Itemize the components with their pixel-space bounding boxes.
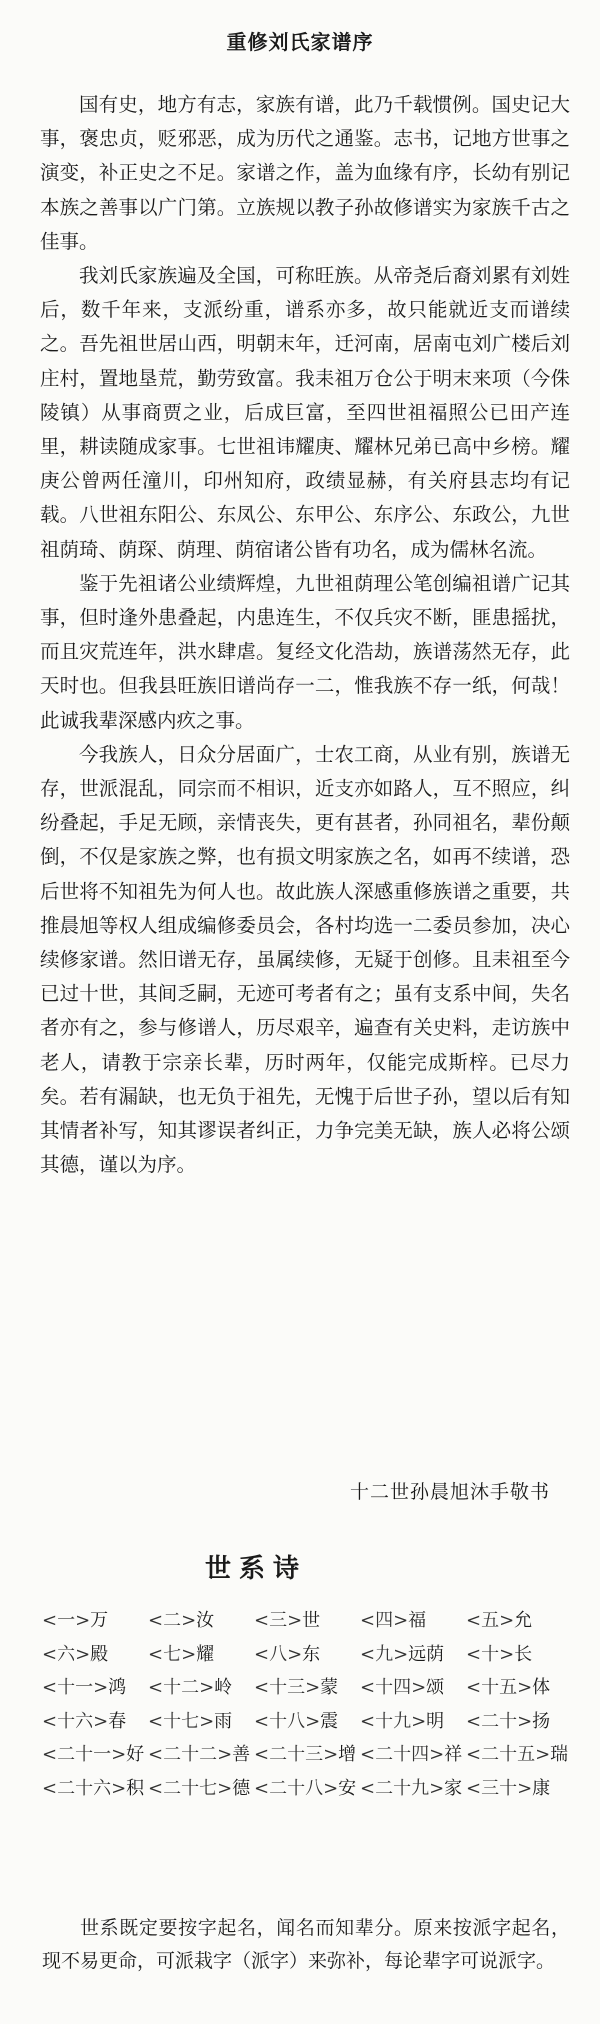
generation-number: <三十> (466, 1777, 533, 1799)
generation-entry (254, 1741, 360, 1768)
generation-entry (254, 1775, 360, 1802)
generation-number: <十九> (360, 1710, 427, 1732)
generation-character: 雨 (214, 1710, 233, 1732)
generation-number: <九> (360, 1643, 409, 1665)
generation-character: 殿 (90, 1643, 109, 1665)
generation-entry (360, 1607, 466, 1634)
generation-number: <十> (466, 1643, 515, 1665)
generation-number: <十七> (148, 1710, 215, 1732)
generation-number: <二> (148, 1610, 197, 1631)
generation-entry (254, 1641, 360, 1668)
generation-character: 体 (532, 1677, 551, 1699)
generation-character: 万 (90, 1610, 109, 1631)
generation-character: 汝 (196, 1610, 215, 1631)
preface-paragraph-1: 国有史，地方有志，家族有谱，此乃千载惯例。国史记大事，褒忠贞，贬邪恶，成为历代之通鉴。志书，记地方世事之演变，补正史之不足。家谱之作，盖为血缘有序，长幼有别记本族之善事以广门第。立族规以教子孙故修谱实为家族千古之佳事。 (40, 93, 570, 253)
generation-entry (42, 1708, 148, 1735)
generation-number: <一> (42, 1610, 91, 1631)
generation-character: 远荫 (408, 1643, 445, 1665)
generation-number: <二十二> (148, 1744, 233, 1766)
generation-character: 祥 (444, 1744, 463, 1766)
generation-entry (360, 1775, 466, 1802)
generation-entry (254, 1708, 360, 1735)
generation-entry (360, 1741, 466, 1768)
generation-entry (466, 1741, 572, 1768)
generation-character: 康 (532, 1777, 551, 1799)
generation-entry (42, 1775, 148, 1802)
generation-number: <十六> (42, 1710, 109, 1732)
preface-paragraph-3: 鉴于先祖诸公业绩辉煌，九世祖荫理公笔创编祖谱广记其事，但时逢外患叠起，内患连生，不仅兵灾不断，匪患摇扰，而且灾荒连年，洪水肆虐。复经文化浩劫，族谱荡然无存，此天时也。但我县旺族旧谱尚存一二，惟我族不存一纸，何哉！此诚我辈深感内疚之事。 (40, 571, 570, 732)
generation-character: 安 (338, 1777, 357, 1799)
generation-entry (360, 1674, 466, 1701)
generation-number: <二十九> (360, 1777, 445, 1799)
generation-entry (42, 1641, 148, 1668)
generation-entry (148, 1708, 254, 1735)
generation-number: <二十一> (42, 1744, 127, 1766)
generation-character: 耀 (196, 1643, 215, 1665)
poem-title: 世系诗 (205, 1554, 308, 1584)
generation-entry (148, 1775, 254, 1802)
generation-entry (148, 1641, 254, 1668)
generation-entry (148, 1674, 254, 1701)
generation-number: <二十五> (466, 1744, 551, 1766)
generation-entry (148, 1607, 254, 1634)
generation-entry (360, 1708, 466, 1735)
preface-signature: 十二世孙晨旭沐手敬书 (349, 1481, 550, 1503)
preface-title: 重修刘氏家谱序 (226, 30, 374, 54)
generation-entry (360, 1641, 466, 1668)
generation-character: 福 (408, 1610, 427, 1631)
generation-entry (148, 1741, 254, 1768)
generation-number: <十三> (254, 1677, 321, 1699)
generation-number: <八> (254, 1643, 303, 1665)
preface-paragraph-4: 今我族人，日众分居面广，士农工商，从业有别，族谱无存，世派混乱，同宗而不相识，近支亦如路人，互不照应，纠纷叠起，手足无顾，亲情丧失，更有甚者，孙同祖名，辈份颠倒，不仅是家族之弊，也有损文明家族之名，如再不续谱，恐后世将不知祖先为何人也。故此族人深感重修族谱之重要，共推晨旭等权人组成编修委员会，各村均选一二委员参加，决心续修家谱。然旧谱无存，虽属续修，无疑于创修。且耒祖至今已过十世，其间乏嗣，无迹可考者有之；虽有支系中间，失名者亦有之，参与修谱人，历尽艰辛，遍查有关史料，走访族中老人，请教于宗亲长辈，历时两年，仅能完成斯梓。已尽力矣。若有漏缺，也无负于祖先，无愧于后世子孙，望以后有知其情者补写，知其谬误者纠正，力争完美无缺，族人必将公颂其德，谨以为序。 (40, 742, 570, 1177)
generation-poem-grid (42, 1607, 572, 1802)
generation-number: <十二> (148, 1677, 215, 1699)
generation-entry (466, 1775, 572, 1802)
generation-character: 扬 (532, 1710, 551, 1732)
preface-paragraph-2: 我刘氏家族遍及全国，可称旺族。从帝尧后裔刘累有刘姓后，数千年来，支派纷重，谱系亦多，故只能就近支而谱续之。吾先祖世居山西，明朝末年，迁河南，居南屯刘广楼后刘庄村，置地垦荒，勤劳致富。我耒祖万仓公于明末来项（今侏陵镇）从事商贾之业，后成巨富，至四世祖福照公已田产连里，耕读随成家事。七世祖讳耀庚、耀林兄弟已高中乡榜。耀庚公曾两任潼川，印州知府，政绩显赫，有关府县志均有记载。八世祖东阳公、东凤公、东甲公、东序公、东政公，九世祖荫琦、荫琛、荫理、荫宿诸公皆有功名，成为儒林名流。 (40, 264, 570, 561)
generation-entry (254, 1607, 360, 1634)
generation-entry (42, 1741, 148, 1768)
generation-character: 瑞 (550, 1744, 569, 1766)
generation-character: 颂 (426, 1677, 445, 1699)
generation-character: 春 (108, 1710, 127, 1732)
generation-character: 好 (126, 1744, 145, 1766)
generation-character: 积 (126, 1777, 145, 1799)
generation-character: 震 (320, 1710, 339, 1732)
generation-number: <二十三> (254, 1744, 339, 1766)
generation-entry (254, 1674, 360, 1701)
generation-number: <十五> (466, 1677, 533, 1699)
generation-character: 鸿 (108, 1677, 127, 1699)
generation-character: 东 (302, 1643, 321, 1665)
generation-character: 世 (302, 1610, 321, 1631)
generation-character: 德 (232, 1777, 251, 1799)
generation-character: 明 (426, 1710, 445, 1732)
closing-paragraph: 世系既定要按字起名，闻名而知辈分。原来按派字起名，现不易更命，可派栽字（派字）来弥补，每论辈字可说派字。 (42, 1917, 570, 1972)
generation-character: 允 (514, 1610, 533, 1631)
generation-entry (466, 1674, 572, 1701)
generation-number: <二十四> (360, 1744, 445, 1766)
generation-number: <五> (466, 1610, 515, 1631)
generation-character: 增 (338, 1744, 357, 1766)
generation-number: <七> (148, 1643, 197, 1665)
generation-entry (42, 1607, 148, 1634)
generation-number: <十八> (254, 1710, 321, 1732)
generation-number: <二十七> (148, 1777, 233, 1799)
generation-number: <二十> (466, 1710, 533, 1732)
generation-number: <二十八> (254, 1777, 339, 1799)
generation-character: 长 (514, 1643, 533, 1665)
generation-entry (466, 1708, 572, 1735)
generation-character: 蒙 (320, 1677, 339, 1699)
generation-character: 岭 (214, 1677, 233, 1699)
generation-entry (42, 1674, 148, 1701)
closing-note (42, 1912, 570, 1978)
generation-entry (466, 1607, 572, 1634)
generation-number: <十四> (360, 1677, 427, 1699)
generation-character: 善 (232, 1744, 251, 1766)
generation-number: <四> (360, 1610, 409, 1631)
generation-number: <二十六> (42, 1777, 127, 1799)
generation-number: <十一> (42, 1677, 109, 1699)
generation-entry (466, 1641, 572, 1668)
preface-body (40, 88, 570, 1183)
generation-number: <三> (254, 1610, 303, 1631)
generation-character: 家 (444, 1777, 463, 1799)
generation-number: <六> (42, 1643, 91, 1665)
